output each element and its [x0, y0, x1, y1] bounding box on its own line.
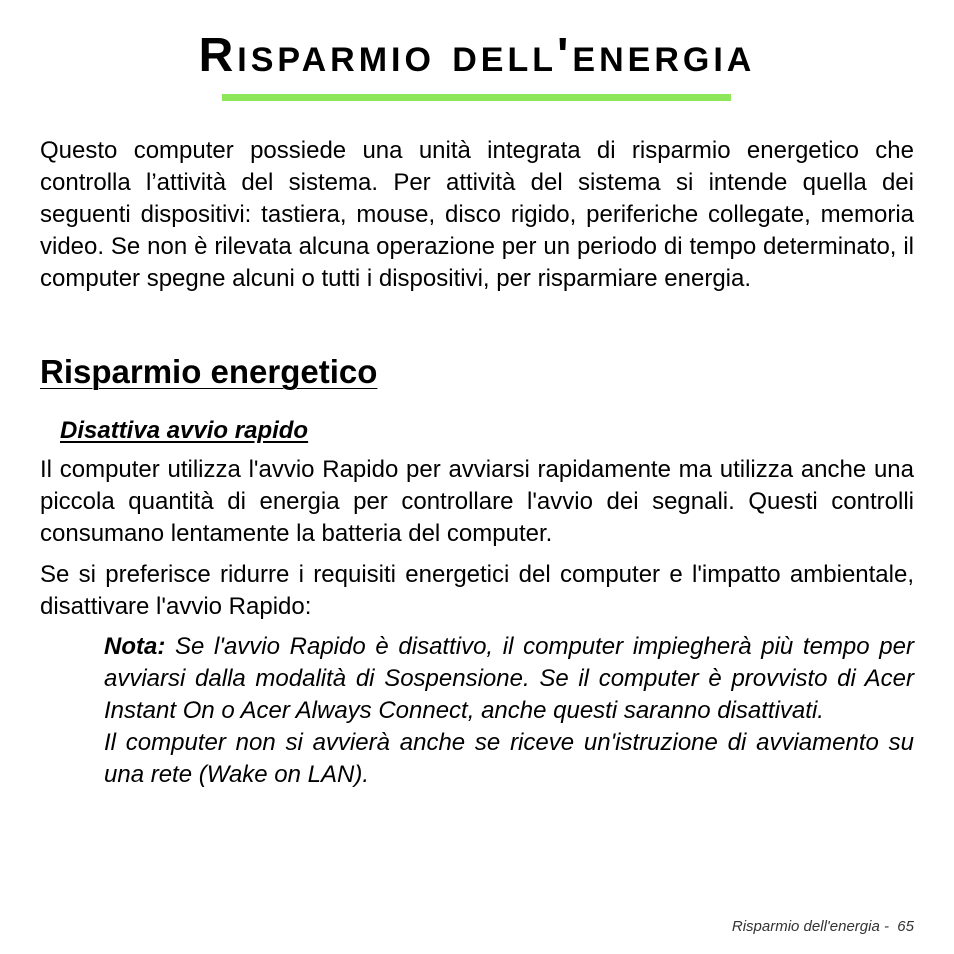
section-paragraph-1: Il computer utilizza l'avvio Rapido per avviarsi rapidamente ma utilizza anche una piccola quantità di energia per controllare l'avvio dei segnali. Questi controlli consumano lentamente la batteria del computer.	[40, 456, 914, 547]
subsection-heading: Disattiva avvio rapido	[60, 417, 309, 444]
section-paragraph-2: Se si preferisce ridurre i requisiti energetici del computer e l'impatto ambientale, disattivare l'avvio Rapido:	[40, 561, 914, 620]
note-paragraph-2: Il computer non si avvierà anche se riceve un'istruzione di avviamento su una rete (Wake on LAN).	[104, 729, 914, 788]
intro-paragraph: Questo computer possiede una unità integrata di risparmio energetico che controlla l’attività del sistema. Per attività del sistema si intende quella dei seguenti dispositivi: tastiera, mouse, disco rigido, periferiche collegate, memoria video. Se non è rilevata alcuna operazione per un periodo di tempo determinato, il computer spegne alcuni o tutti i dispositivi, per risparmiare energia.	[40, 137, 914, 292]
page-title: Risparmio dell'energia	[198, 29, 756, 82]
note-paragraph-1	[104, 631, 914, 727]
note-block	[104, 631, 914, 791]
note-label: Nota:	[104, 633, 166, 660]
title-accent-bar	[222, 94, 731, 101]
page-footer: Risparmio dell'energia - 65	[731, 918, 914, 935]
note-text-1: Se l'avvio Rapido è disattivo, il computer impiegherà più tempo per avviarsi dalla modalità di Sospensione. Se il computer è provvisto di Acer Instant On o Acer Always Connect, anche questi saranno disattivati.	[104, 633, 914, 724]
section-heading: Risparmio energetico	[40, 353, 378, 390]
